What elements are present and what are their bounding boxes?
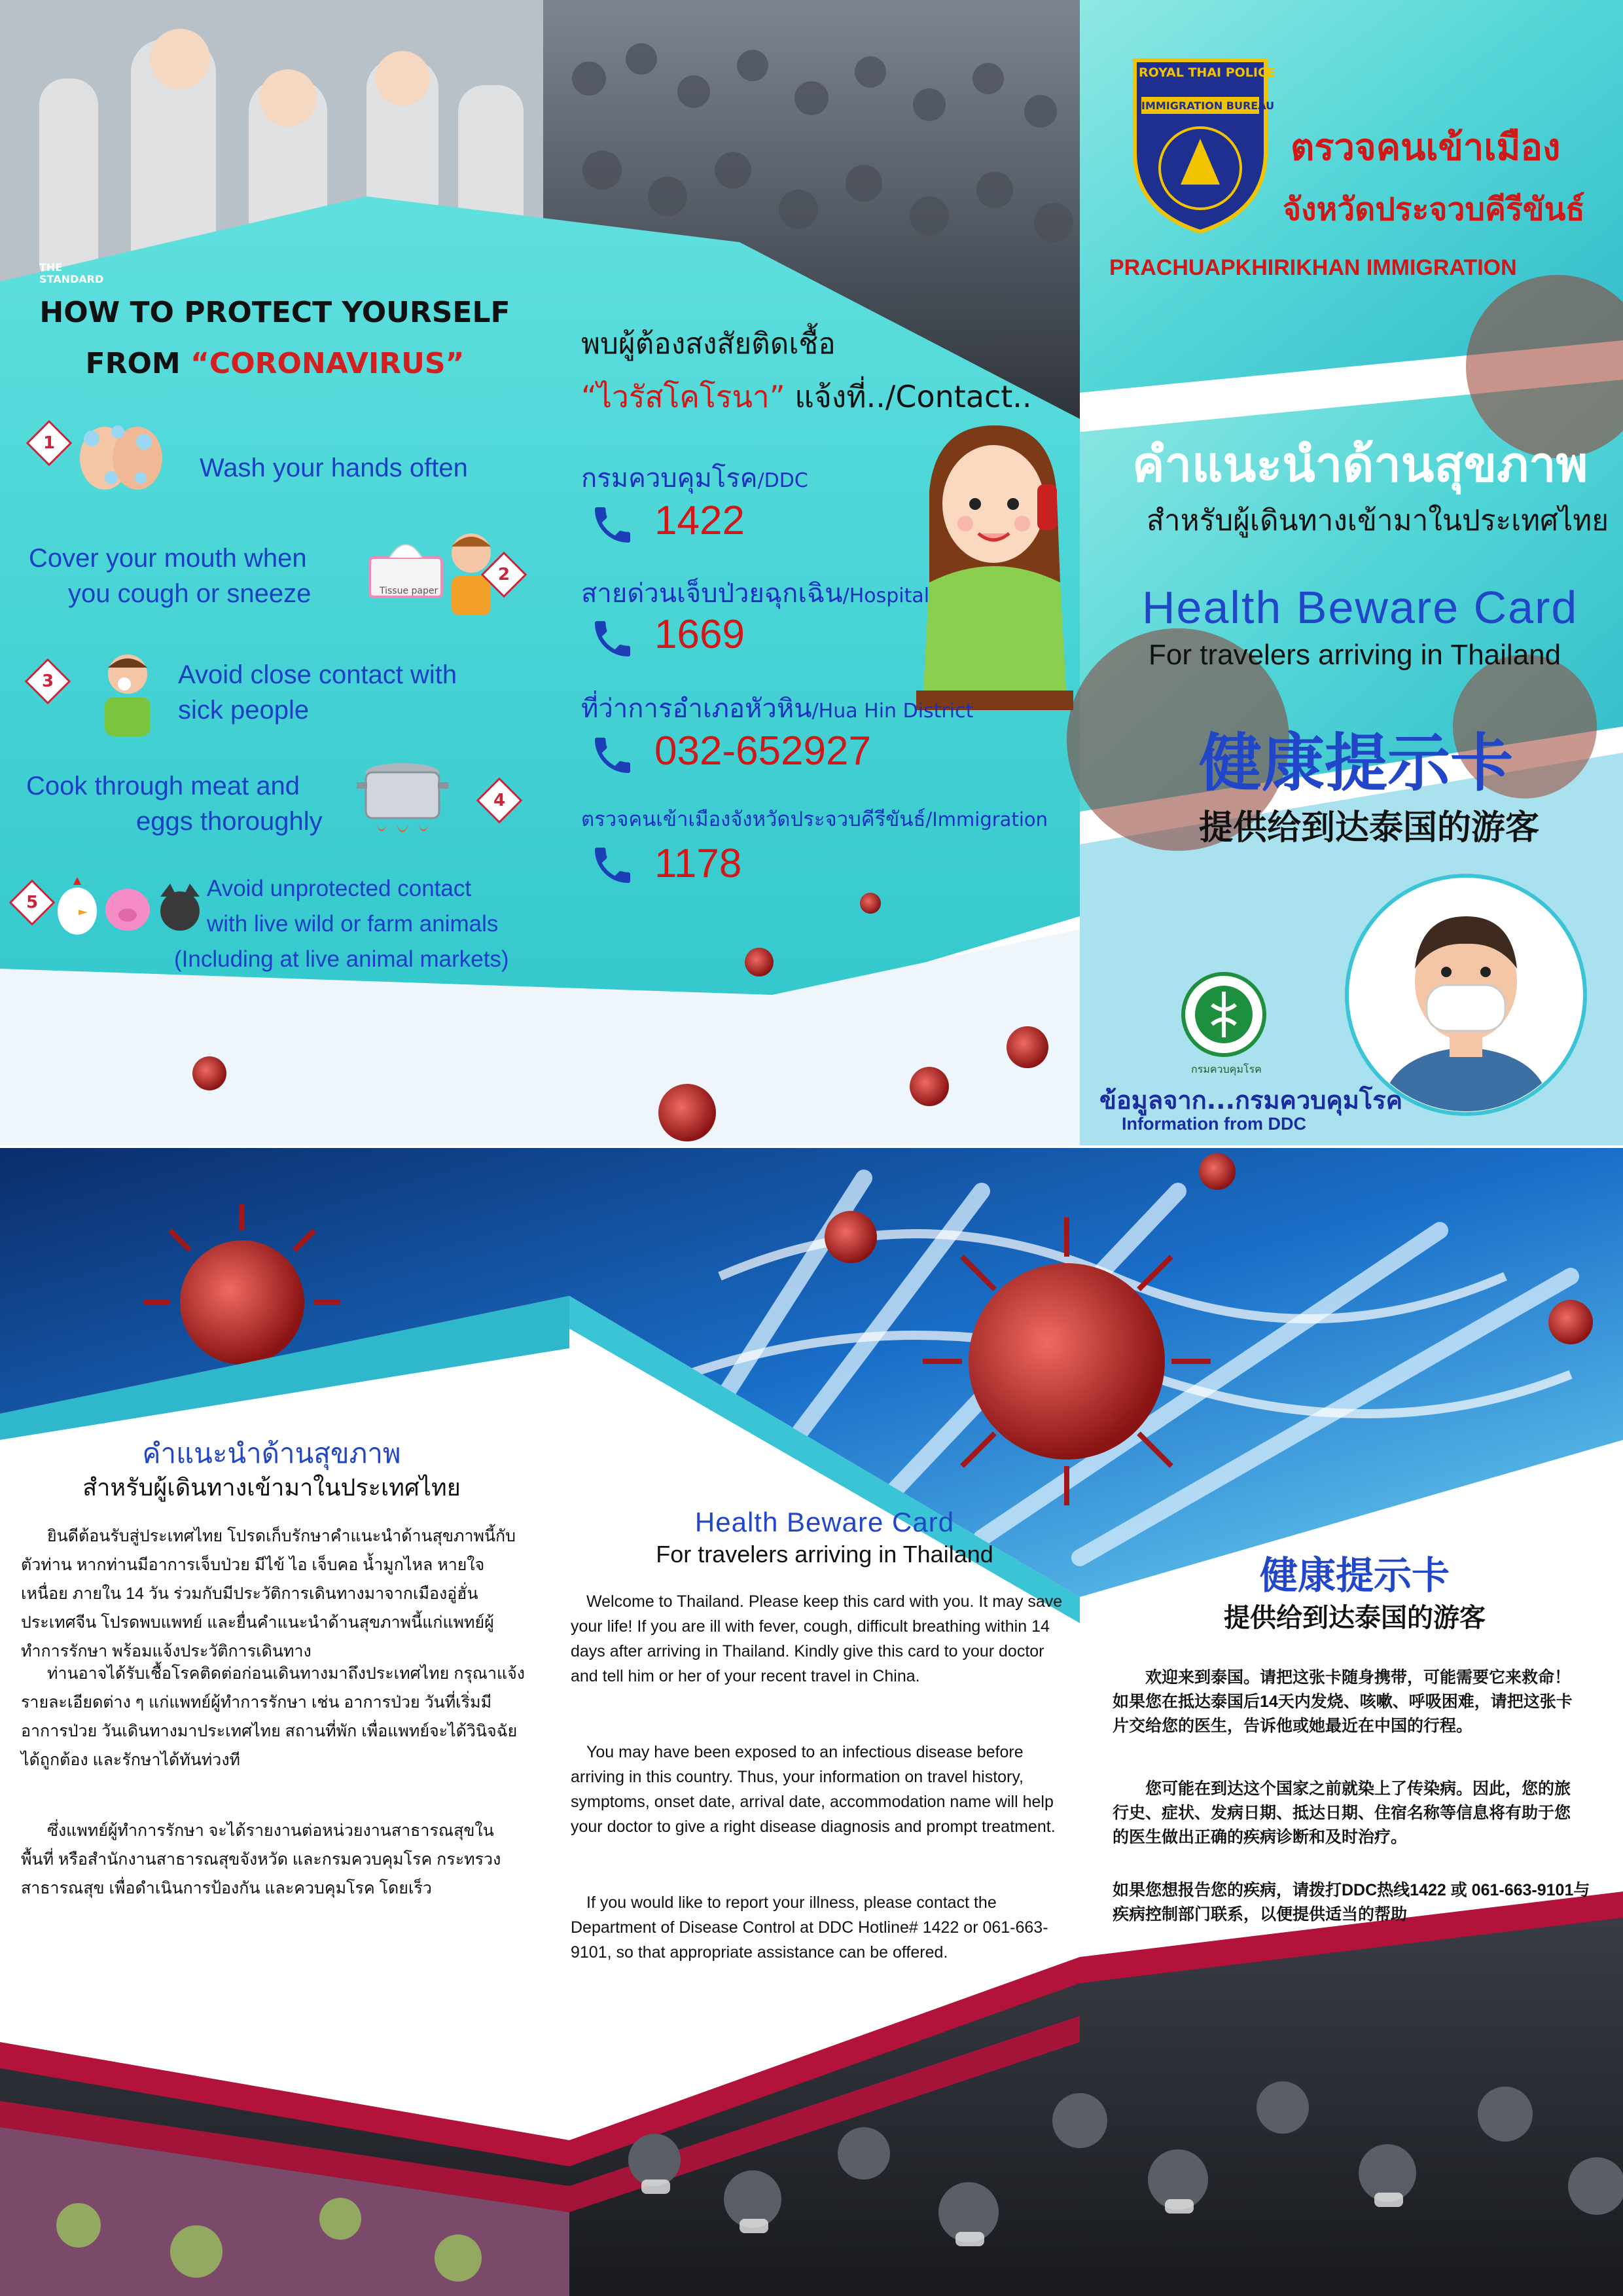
inside-th-title: คำแนะนำด้านสุขภาพ xyxy=(142,1437,401,1469)
phone-icon xyxy=(589,615,636,662)
tip-number-badge: 4 xyxy=(476,778,523,824)
tip-number-badge: 2 xyxy=(481,552,527,598)
tip-animals-3: (Including at live animal markets) xyxy=(174,946,509,972)
tip-avoid-contact-1: Avoid close contact with xyxy=(178,660,457,689)
contact-label-en: /Immigration xyxy=(925,808,1048,831)
tip-wash-hands: Wash your hands often xyxy=(200,454,468,482)
contact-number[interactable]: 1422 xyxy=(654,498,745,543)
tip-number-badge: 3 xyxy=(25,658,71,705)
inside-th-paragraph: ยินดีต้อนรับสู่ประเทศไทย โปรดเก็บรักษาคำแนะนำด้านสุขภาพนี้กับตัวท่าน หากท่านมีอาการเจ็บป่วย มีไข้ ไอ เจ็บคอ น้ำมูกไหล หายใจเหนื่อย ภายใน 14 วัน ร่วมกับมีประวัติการเดินทางมาจากเมืองอู่ฮั่น ประเทศจีน โปรดพบแพทย์ และยื่นคำแนะนำด้านสุขภาพนี้แก่แพทย์ผู้ทำการรักษา พร้อมแจ้งประวัติการเดินทาง xyxy=(21,1527,516,1660)
animals-icon xyxy=(52,870,203,942)
tip-avoid-contact-2: sick people xyxy=(178,696,310,725)
contact-label-en: /Hua Hin District xyxy=(812,700,974,723)
contact-heading-contact: แจ้งที่../Contact.. xyxy=(785,379,1032,414)
washing-hands-icon xyxy=(72,412,170,497)
source-th: ข้อมูลจาก...กรมควบคุมโรค xyxy=(1099,1086,1403,1115)
office-name-th-2: จังหวัดประจวบคีรีขันธ์ xyxy=(1283,191,1585,228)
contact-heading-1: พบผู้ต้องสงสัยติดเชื้อ xyxy=(581,327,836,361)
protect-title-2 xyxy=(13,347,537,380)
contact-label-en: /Hospital xyxy=(842,584,930,607)
cover-title-zh: 健康提示卡 xyxy=(1199,726,1513,800)
photo-credit: THE STANDARD xyxy=(39,261,104,285)
tip-animals-2: with live wild or farm animals xyxy=(207,911,499,937)
source-en: Information from DDC xyxy=(1122,1114,1306,1134)
tip-number-badge: 5 xyxy=(9,880,56,926)
tip-cover-mouth-1: Cover your mouth when xyxy=(29,544,307,573)
sick-person-icon xyxy=(92,648,164,740)
inside-th-paragraph: ซึ่งแพทย์ผู้ทำการรักษา จะได้รายงานต่อหน่วยงานสาธารณสุขในพื้นที่ หรือสำนักงานสาธารณสุขจังหวัด และกรมควบคุมโรค กระทรวงสาธารณสุข เพื่อดำเนินการป้องกัน และควบคุมโรค โดยเร็ว xyxy=(21,1821,501,1897)
contact-number[interactable]: 1178 xyxy=(654,841,742,886)
tip-cook-2: eggs thoroughly xyxy=(136,807,323,836)
telephone-operator-illustration xyxy=(910,412,1073,713)
inside-zh-paragraph: 如果您想报告您的疾病，请拨打DDC热线1422 或 061-663-9101与疾病控制部门联系，以便提供适当的帮助 xyxy=(1113,1881,1590,1924)
inside-th-subtitle: สำหรับผู้เดินทางเข้ามาในประเทศไทย xyxy=(82,1475,461,1501)
phone-icon xyxy=(589,501,636,548)
protect-title-coronavirus: “CORONAVIRUS” xyxy=(190,347,465,380)
office-name-th-1: ตรวจคนเข้าเมือง xyxy=(1291,126,1561,169)
cover-subtitle-en: For travelers arriving in Thailand xyxy=(1149,639,1561,671)
ddc-logo-text: กรมควบคุมโรค xyxy=(1191,1063,1262,1075)
inside-en-subtitle: For travelers arriving in Thailand xyxy=(656,1541,993,1568)
inside-zh-paragraph: 欢迎来到泰国。请把这张卡随身携带，可能需要它来救命！如果您在抵达泰国后14天内发烧、咳嗽、呼吸困难，请把这张卡片交给您的医生，告诉他或她最近在中国的行程。 xyxy=(1113,1668,1573,1735)
inside-zh-paragraph: 您可能在到达这个国家之前就染上了传染病。因此，您的旅行史、症状、发病日期、抵达日期、住宿名称等信息将有助于您的医生做出正确的疾病诊断和及时治疗。 xyxy=(1113,1780,1571,1846)
protect-title-from: FROM xyxy=(85,347,190,380)
cooking-pot-icon xyxy=(357,753,448,844)
tip-number-badge: 1 xyxy=(26,420,73,467)
contact-label-th: ที่ว่าการอำเภอหัวหิน xyxy=(581,694,812,724)
contact-number[interactable]: 032-652927 xyxy=(654,728,871,774)
cover-title-th: คำแนะนำด้านสุขภาพ xyxy=(1132,437,1588,493)
cover-subtitle-zh: 提供给到达泰国的游客 xyxy=(1199,808,1540,848)
cover-title-en: Health Beware Card xyxy=(1142,582,1578,633)
inside-th-paragraph: ท่านอาจได้รับเชื้อโรคติดต่อก่อนเดินทางมาถึงประเทศไทย กรุณาแจ้งรายละเอียดต่าง ๆ แก่แพทย์ผู้ทำการรักษา เช่น อาการป่วย วันที่เริ่มมีอาการป่วย วันเดินทางมาประเทศไทย สถานที่พัก เพื่อแพทย์จะได้วินิจฉัยได้ถูกต้อง และรักษาได้ทันท่วงที xyxy=(21,1664,525,1769)
inside-zh-subtitle: 提供给到达泰国的游客 xyxy=(1224,1603,1486,1633)
police-badge-logo xyxy=(1128,54,1275,237)
contact-label-th: ตรวจคนเข้าเมืองจังหวัดประจวบคีรีขันธ์ xyxy=(581,808,926,831)
badge-band-text: IMMIGRATION BUREAU xyxy=(1141,99,1275,112)
inside-en-paragraph: You may have been exposed to an infectious disease before arriving in this country. Thus, your information on travel history, symptoms, onset date, arrival date, accommodation name will help your doctor to give a right disease diagnosis and prompt treatment. xyxy=(571,1743,1056,1836)
contact-label-th: สายด่วนเจ็บป่วยฉุกเฉิน xyxy=(581,579,843,609)
tip-animals-1: Avoid unprotected contact xyxy=(207,876,472,901)
ddc-logo xyxy=(1178,969,1270,1060)
phone-icon xyxy=(589,842,636,889)
badge-top-text: ROYAL THAI POLICE xyxy=(1139,65,1275,80)
contact-heading-virus: “ไวรัสโคโรนา” xyxy=(581,379,785,414)
tissue-label: Tissue paper xyxy=(380,586,438,596)
phone-icon xyxy=(589,732,636,779)
inside-en-title: Health Beware Card xyxy=(694,1507,955,1537)
protect-title: HOW TO PROTECT YOURSELF xyxy=(39,296,510,329)
inside-en-paragraph: If you would like to report your illness, please contact the Department of Disease Control at DDC Hotline# 1422 or 061-663-9101, so that appropriate assistance can be offered. xyxy=(571,1893,1048,1962)
tip-cover-mouth-2: you cough or sneeze xyxy=(68,579,312,608)
tip-cook-1: Cook through meat and xyxy=(26,772,300,800)
office-name-en: PRACHUAPKHIRIKHAN IMMIGRATION xyxy=(1109,255,1517,280)
contact-label-en: /DDC xyxy=(757,469,808,492)
inside-en-paragraph: Welcome to Thailand. Please keep this card with you. It may save your life! If you are ill with fever, cough, difficult breathing within 14 days after arriving in Thailand. Kindly give this card to your doctor and tell him or her of your recent travel in China. xyxy=(571,1592,1063,1685)
contact-number[interactable]: 1669 xyxy=(654,612,745,657)
inside-zh-title: 健康提示卡 xyxy=(1259,1553,1450,1598)
contact-label-th: กรมควบคุมโรค xyxy=(581,463,758,493)
cover-subtitle-th: สำหรับผู้เดินทางเข้ามาในประเทศไทย xyxy=(1147,504,1609,537)
